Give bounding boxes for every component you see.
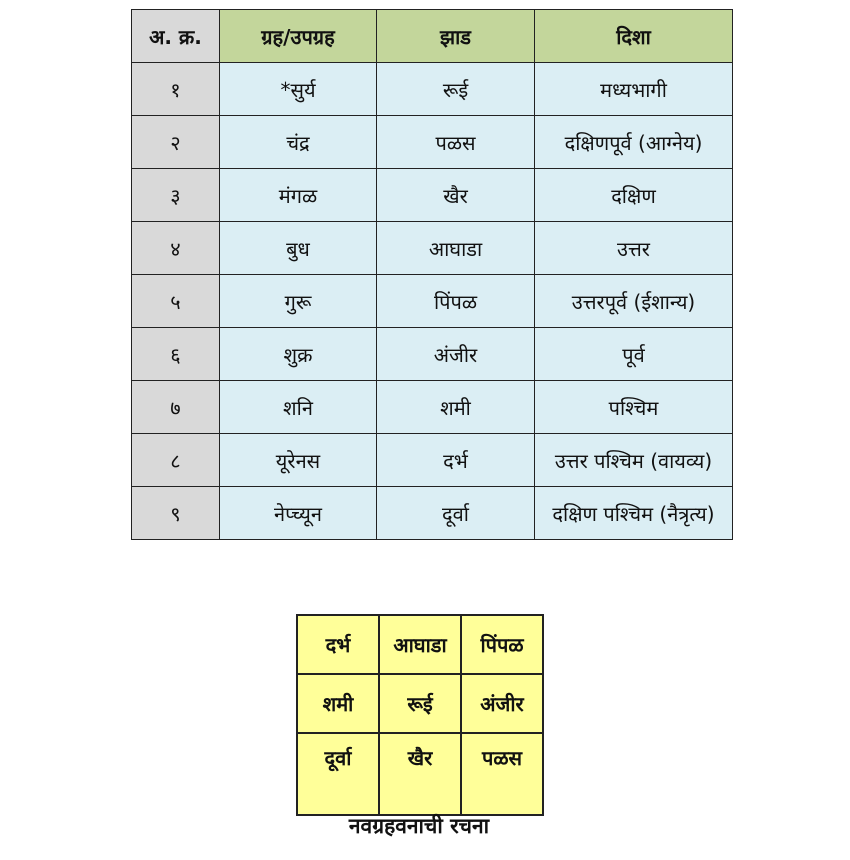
grid-cell: रूई <box>379 674 461 733</box>
tree-cell: रूई <box>377 63 535 116</box>
direction-cell: दक्षिण <box>535 169 733 222</box>
tree-cell: पिंपळ <box>377 275 535 328</box>
table-row <box>132 487 733 540</box>
navagraha-forest-grid <box>296 614 544 816</box>
grid-cell: पळस <box>461 733 543 815</box>
table-row <box>132 328 733 381</box>
planet-cell: चंद्र <box>220 116 377 169</box>
table-row <box>132 381 733 434</box>
tree-cell: खैर <box>377 169 535 222</box>
header-tree: झाड <box>377 10 535 63</box>
grid-cell: दूर्वा <box>297 733 379 815</box>
table-row <box>132 434 733 487</box>
row-number: ९ <box>132 487 220 540</box>
direction-cell: उत्तर <box>535 222 733 275</box>
direction-cell: मध्यभागी <box>535 63 733 116</box>
table-row <box>132 63 733 116</box>
grid-row <box>297 733 543 815</box>
row-number: ५ <box>132 275 220 328</box>
table-row <box>132 169 733 222</box>
grid-row <box>297 674 543 733</box>
header-serial-number: अ. क्र. <box>132 10 220 63</box>
table-header-row <box>132 10 733 63</box>
tree-cell: अंजीर <box>377 328 535 381</box>
planet-cell: बुध <box>220 222 377 275</box>
planet-cell: नेप्च्यून <box>220 487 377 540</box>
grid-cell: खैर <box>379 733 461 815</box>
direction-cell: उत्तरपूर्व (ईशान्य) <box>535 275 733 328</box>
planet-cell: गुरू <box>220 275 377 328</box>
grid-cell: अंजीर <box>461 674 543 733</box>
tree-cell: शमी <box>377 381 535 434</box>
table-row <box>132 222 733 275</box>
tree-cell: आघाडा <box>377 222 535 275</box>
grid-cell: शमी <box>297 674 379 733</box>
planet-cell: यूरेनस <box>220 434 377 487</box>
grid-caption: नवग्रहवनाची रचना <box>348 814 490 838</box>
grid-cell: दर्भ <box>297 615 379 674</box>
direction-cell: पश्चिम <box>535 381 733 434</box>
row-number: ७ <box>132 381 220 434</box>
row-number: १ <box>132 63 220 116</box>
tree-cell: पळस <box>377 116 535 169</box>
header-planet: ग्रह/उपग्रह <box>220 10 377 63</box>
planet-cell: *सुर्य <box>220 63 377 116</box>
direction-cell: दक्षिण पश्चिम (नैत्रृत्य) <box>535 487 733 540</box>
row-number: ८ <box>132 434 220 487</box>
grid-row <box>297 615 543 674</box>
planet-cell: शनि <box>220 381 377 434</box>
grid-cell: आघाडा <box>379 615 461 674</box>
row-number: ३ <box>132 169 220 222</box>
row-number: २ <box>132 116 220 169</box>
row-number: ४ <box>132 222 220 275</box>
row-number: ६ <box>132 328 220 381</box>
direction-cell: पूर्व <box>535 328 733 381</box>
table-row <box>132 116 733 169</box>
direction-cell: उत्तर पश्चिम (वायव्य) <box>535 434 733 487</box>
planet-cell: मंगळ <box>220 169 377 222</box>
planet-tree-direction-table <box>131 9 733 540</box>
tree-cell: दर्भ <box>377 434 535 487</box>
table-row <box>132 275 733 328</box>
header-direction: दिशा <box>535 10 733 63</box>
planet-cell: शुक्र <box>220 328 377 381</box>
tree-cell: दूर्वा <box>377 487 535 540</box>
direction-cell: दक्षिणपूर्व (आग्नेय) <box>535 116 733 169</box>
grid-cell: पिंपळ <box>461 615 543 674</box>
